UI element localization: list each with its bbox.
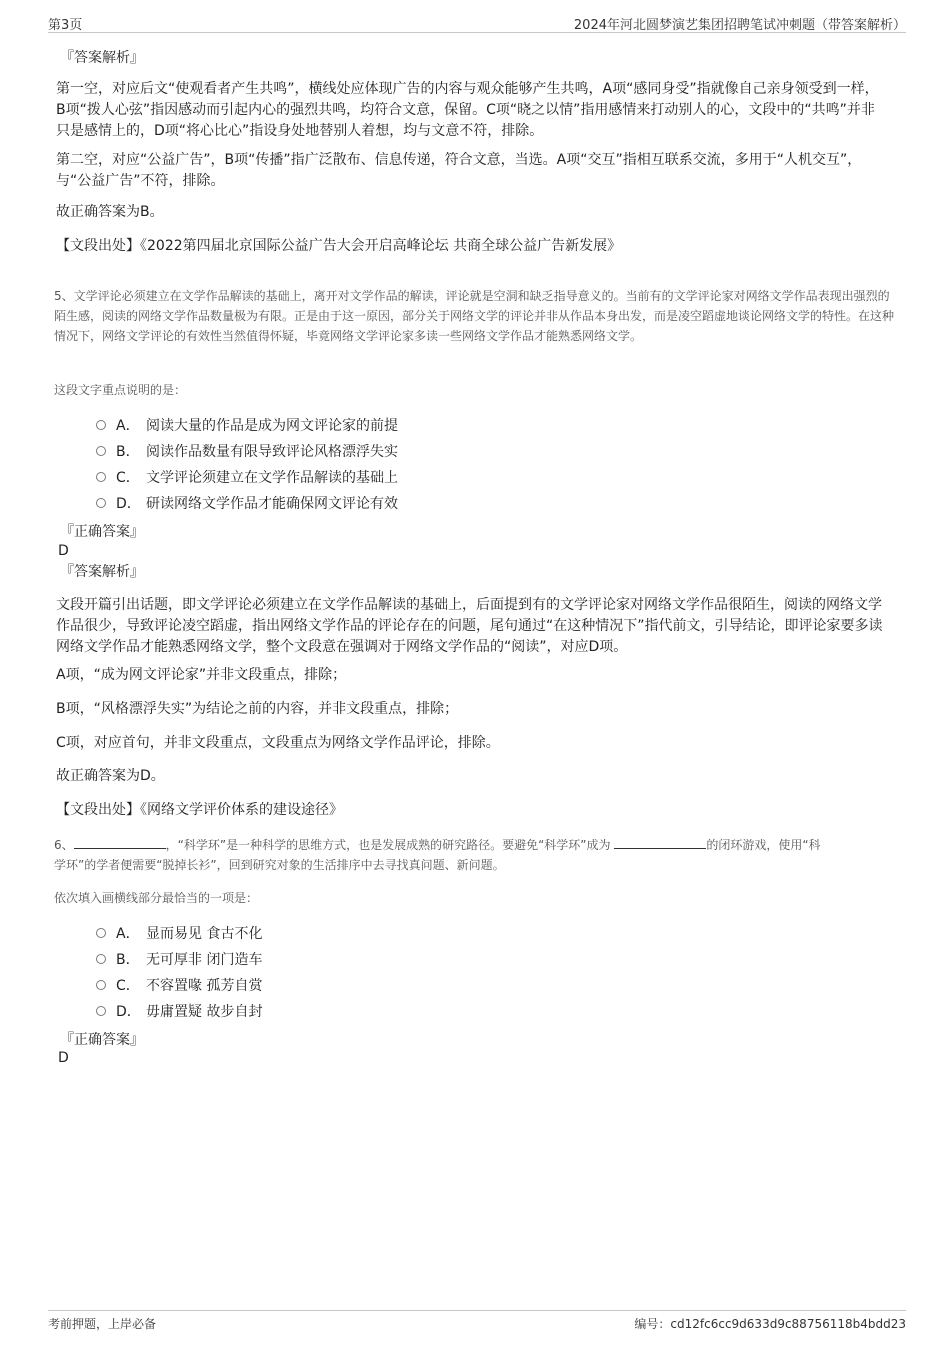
page-number: 第3页 bbox=[48, 18, 83, 33]
q6-stem-line2: 学环”的学者便需要“脱掉长衫”，回到研究对象的生活排序中去寻找真问题、新问题。 bbox=[54, 858, 505, 872]
q4-source: 【文段出处】《2022第四届北京国际公益广告大会开启高峰论坛 共商全球公益广告新发展》 bbox=[56, 238, 622, 254]
q4-conclusion: 故正确答案为B。 bbox=[56, 204, 164, 220]
q6-stem-line1: 6、 ，“科学环”是一种科学的思维方式，也是发展成熟的研究路径。要避免“科学环”成为 的闭环游戏，使用“科 bbox=[54, 838, 821, 852]
q5-conclusion: 故正确答案为D。 bbox=[56, 768, 165, 784]
fill-blank-1 bbox=[74, 836, 166, 849]
q5-answer-label: 『正确答案』 bbox=[60, 524, 144, 540]
q5-analysis-b: B项，“风格漂浮失实”为结论之前的内容，并非文段重点，排除； bbox=[56, 701, 459, 717]
q6-option-b[interactable]: B． 无可厚非 闭门造车 bbox=[96, 950, 262, 970]
radio-icon[interactable] bbox=[96, 954, 106, 964]
page-header bbox=[48, 12, 906, 33]
q6-option-d[interactable]: D． 毋庸置疑 故步自封 bbox=[96, 1002, 262, 1022]
q5-option-a[interactable]: A． 阅读大量的作品是成为网文评论家的前提 bbox=[96, 416, 398, 436]
radio-icon[interactable] bbox=[96, 420, 106, 430]
q6-prompt: 依次填入画横线部分最恰当的一项是： bbox=[54, 891, 259, 905]
q5-analysis-a: A项，“成为网文评论家”并非文段重点，排除； bbox=[56, 667, 347, 683]
q5-option-b[interactable]: B． 阅读作品数量有限导致评论风格漂浮失实 bbox=[96, 442, 398, 462]
footer-slogan: 考前押题，上岸必备 bbox=[48, 1317, 157, 1331]
q5-analysis-p1: 文段开篇引出话题，即文学评论必须建立在文学作品解读的基础上，后面提到有的文学评论家对网络文学作品很陌生，阅读的网络文学作品很少，导致评论凌空蹈虚，指出网络文学作品的评论存在的问题，尾句通过“在这种情况下”指代前文，引导结论，即评论家要多读网络文学作品才能熟悉网络文学，整个文段意在强调对于网络文学作品的“阅读”，对应D项。 bbox=[56, 597, 883, 655]
document-title: 2024年河北圆梦演艺集团招聘笔试冲刺题（带答案解析） bbox=[573, 18, 906, 33]
q6-answer: D bbox=[58, 1050, 69, 1066]
q6-answer-label: 『正确答案』 bbox=[60, 1032, 144, 1048]
q6-option-a[interactable]: A． 显而易见 食古不化 bbox=[96, 924, 262, 944]
radio-icon[interactable] bbox=[96, 472, 106, 482]
radio-icon[interactable] bbox=[96, 498, 106, 508]
fill-blank-2 bbox=[614, 836, 706, 849]
radio-icon[interactable] bbox=[96, 446, 106, 456]
q5-analysis-c: C项，对应首句，并非文段重点，文段重点为网络文学作品评论，排除。 bbox=[56, 735, 500, 751]
q5-option-c[interactable]: C． 文学评论须建立在文学作品解读的基础上 bbox=[96, 468, 398, 488]
q6-option-c[interactable]: C． 不容置喙 孤芳自赏 bbox=[96, 976, 262, 996]
q5-option-d[interactable]: D． 研读网络文学作品才能确保网文评论有效 bbox=[96, 494, 398, 514]
page-footer bbox=[48, 1310, 906, 1335]
q5-prompt: 这段文字重点说明的是： bbox=[54, 383, 187, 397]
q4-analysis-label: 『答案解析』 bbox=[60, 50, 144, 66]
footer-code: 编号：cd12fc6cc9d633d9c88756118b4bdd23 bbox=[634, 1317, 906, 1331]
q4-analysis-p1: 第一空，对应后文“使观看者产生共鸣”，横线处应体现广告的内容与观众能够产生共鸣，A项“感同身受”指就像自己亲身领受到一样，B项“拨人心弦”指因感动而引起内心的强烈共鸣，均符合文意，保留。C项“晓之以情”指用感情来打动别人的心，文段中的“共鸣”并非只是感情上的，D项“将心比心”指设身处地替别人着想，均与文意不符，排除。 bbox=[56, 81, 879, 139]
radio-icon[interactable] bbox=[96, 928, 106, 938]
q5-source: 【文段出处】《网络文学评价体系的建设途径》 bbox=[56, 802, 343, 818]
radio-icon[interactable] bbox=[96, 980, 106, 990]
q5-stem: 5、文学评论必须建立在文学作品解读的基础上，离开对文学作品的解读，评论就是空洞和缺乏指导意义的。当前有的文学评论家对网络文学作品表现出强烈的陌生感，阅读的网络文学作品数量极为有限。正是由于这一原因，部分关于网络文学的评论并非从作品本身出发，而是凌空蹈虚地谈论网络文学的特性。在这种情况下，网络文学评论的有效性当然值得怀疑，毕竟网络文学评论家多读一些网络文学作品才能熟悉网络文学。 bbox=[54, 289, 895, 343]
q5-answer: D bbox=[58, 543, 69, 559]
radio-icon[interactable] bbox=[96, 1006, 106, 1016]
q4-analysis-p2: 第二空，对应“公益广告”，B项“传播”指广泛散布、信息传递，符合文意，当选。A项“交互”指相互联系交流，多用于“人机交互”，与“公益广告”不符，排除。 bbox=[56, 152, 862, 189]
q5-analysis-label: 『答案解析』 bbox=[60, 564, 144, 580]
